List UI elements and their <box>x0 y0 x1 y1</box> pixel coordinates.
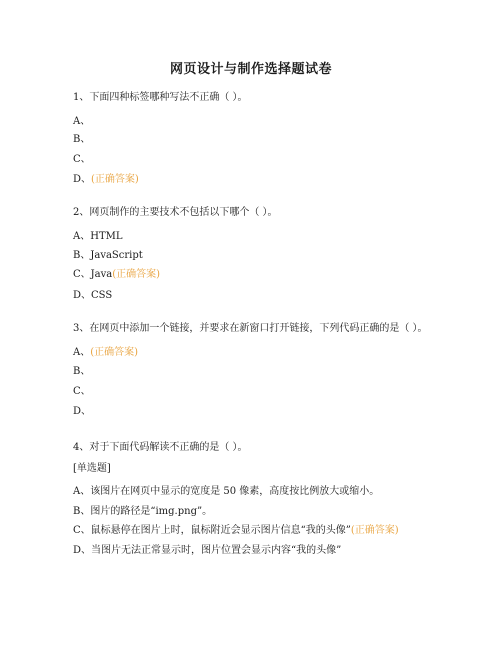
question-4-stem: 4、对于下面代码解读不正确的是（ ）。 <box>73 442 248 453</box>
option-label: A、 <box>73 116 91 127</box>
question-1-option-d <box>73 174 139 186</box>
question-4-option-b <box>73 506 212 518</box>
question-4-option-a <box>73 486 379 498</box>
question-3-option-b <box>73 366 90 378</box>
option-label: C、鼠标悬停在图片上时，鼠标附近会显示图片信息“我的头像” <box>73 525 351 536</box>
question-2-option-c <box>73 269 160 281</box>
option-label: C、Java <box>73 269 113 280</box>
question-4-option-d <box>73 545 341 557</box>
question-3-option-a <box>73 347 138 359</box>
option-label: C、 <box>73 386 91 397</box>
option-label: C、 <box>73 154 91 165</box>
option-label: B、图片的路径是“img.png”。 <box>73 506 213 517</box>
question-1-option-a <box>73 116 90 128</box>
option-label: D、 <box>73 174 92 185</box>
option-label: A、该图片在网页中显示的宽度是 50 像素，高度按比例放大或缩小。 <box>73 486 380 497</box>
option-label: B、JavaScript <box>73 250 143 261</box>
correct-answer-mark: (正确答案) <box>91 174 139 185</box>
correct-answer-mark: (正确答案) <box>112 269 161 280</box>
question-2-option-a <box>73 231 123 243</box>
question-3-stem: 3、在网页中添加一个链接，并要求在新窗口打开链接，下列代码正确的是（ ）。 <box>73 323 428 334</box>
correct-answer-mark: (正确答案) <box>90 347 139 358</box>
option-label: A、HTML <box>73 231 123 242</box>
question-4-type-note: [单选题] <box>73 463 111 474</box>
option-label: A、 <box>73 347 91 358</box>
question-1-stem: 1、下面四种标签哪种写法不正确（ ）。 <box>73 92 248 103</box>
option-label: D、当图片无法正常显示时，图片位置会显示内容“我的头像” <box>73 545 342 556</box>
question-1-option-c <box>73 154 91 166</box>
question-1-option-b <box>73 134 90 146</box>
correct-answer-mark: (正确答案) <box>350 525 399 536</box>
option-label: B、 <box>73 366 91 377</box>
question-2-option-b <box>73 250 143 262</box>
question-3-option-c <box>73 386 91 398</box>
question-4-option-c <box>73 525 399 537</box>
question-2-stem: 2、网页制作的主要技术不包括以下哪个（ ）。 <box>73 207 278 218</box>
option-label: B、 <box>73 134 91 145</box>
option-label: D、 <box>73 406 92 417</box>
question-3-option-d <box>73 406 91 418</box>
page-title: 网页设计与制作选择题试卷 <box>169 62 332 77</box>
option-label: D、CSS <box>73 290 113 301</box>
question-2-option-d <box>73 290 112 302</box>
